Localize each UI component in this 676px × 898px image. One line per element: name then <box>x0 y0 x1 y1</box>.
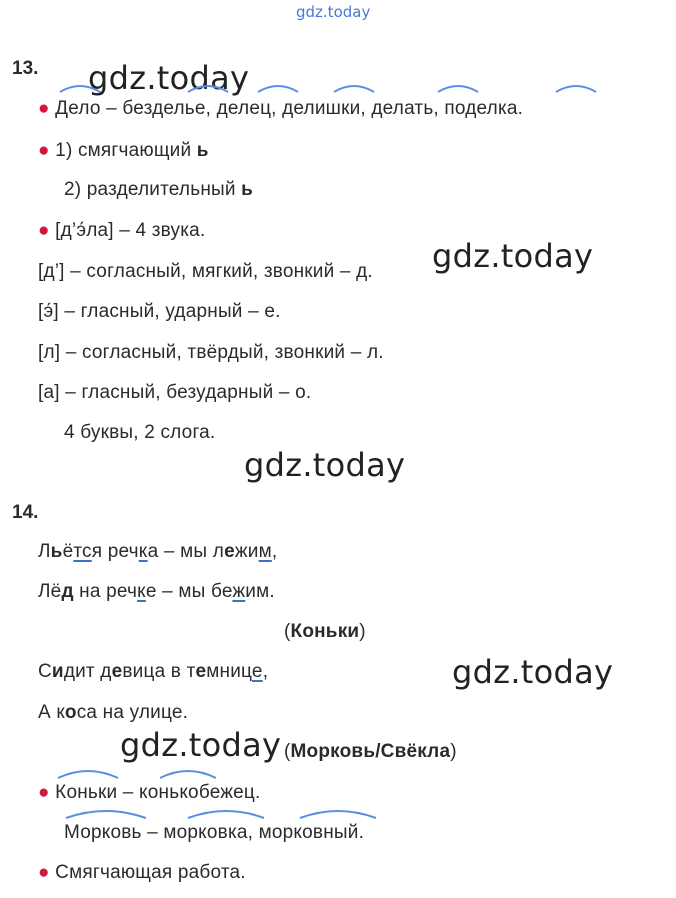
exercise-13-number: 13. <box>12 58 39 79</box>
riddle-line: Сидит девица в темнице, <box>38 661 269 682</box>
riddle-line: Лёд на речке – мы бежим. <box>38 581 275 602</box>
root-arc <box>334 86 374 92</box>
sound-line: [д’] – согласный, мягкий, звонкий – д. <box>38 261 373 282</box>
summary-line: 4 буквы, 2 слога. <box>64 422 216 443</box>
root-arc <box>258 86 298 92</box>
root-arc <box>58 771 118 778</box>
riddle-line: А коса на улице. <box>38 702 189 723</box>
header-watermark: gdz.today <box>296 3 371 21</box>
bullet-icon: ● <box>38 862 50 883</box>
roots-line-2: Морковь – морковка, морковный. <box>64 822 365 843</box>
word-family-text: Дело – безделье, делец, делишки, делать, поделка. <box>55 98 524 119</box>
bullet-icon: ● <box>38 220 50 241</box>
riddle-answer: (Коньки) <box>284 621 366 642</box>
root-arc <box>556 86 596 92</box>
bullet-icon: ● <box>38 140 50 161</box>
soft-sign-line-2 <box>64 179 253 201</box>
root-arc <box>188 811 264 818</box>
watermark: gdz.today <box>120 726 282 764</box>
soft-sign-label-1: 1) смягчающий <box>55 140 192 161</box>
watermark: gdz.today <box>452 653 614 691</box>
exercise-14-number: 14. <box>12 502 39 523</box>
riddle-answer-text: Морковь/Свёкла <box>290 741 451 762</box>
soft-sign-letter: ь <box>196 140 209 161</box>
soft-sign-line-1 <box>38 140 209 162</box>
last-text: Смягчающая работа. <box>55 862 246 883</box>
riddle-line: Льётся речка – мы лежим, <box>38 541 278 562</box>
root-arc <box>438 86 478 92</box>
watermark: gdz.today <box>88 59 250 97</box>
watermark: gdz.today <box>432 237 594 275</box>
soft-sign-label-2: 2) разделительный <box>64 179 236 200</box>
last-line <box>38 862 246 884</box>
bullet-icon: ● <box>38 782 50 803</box>
soft-sign-letter: ь <box>241 179 254 200</box>
root-arc <box>66 811 146 818</box>
bullet-icon: ● <box>38 98 50 119</box>
root-arc <box>160 771 216 778</box>
roots-line-1 <box>38 782 261 804</box>
riddle-answer-text: Коньки <box>290 621 360 642</box>
transcription-line <box>38 220 205 242</box>
roots-text-1: Коньки – конькобежец. <box>55 782 261 803</box>
sound-line: [л] – согласный, твёрдый, звонкий – л. <box>38 342 384 363</box>
word-family-line <box>38 98 523 120</box>
root-arc <box>300 811 376 818</box>
riddle-answer: (Морковь/Свёкла) <box>284 741 457 762</box>
watermark: gdz.today <box>244 446 406 484</box>
sound-line: [а] – гласный, безударный – о. <box>38 382 312 403</box>
transcription-text: [д’э́ла] – 4 звука. <box>55 220 206 241</box>
sound-line: [э́] – гласный, ударный – е. <box>38 301 281 322</box>
